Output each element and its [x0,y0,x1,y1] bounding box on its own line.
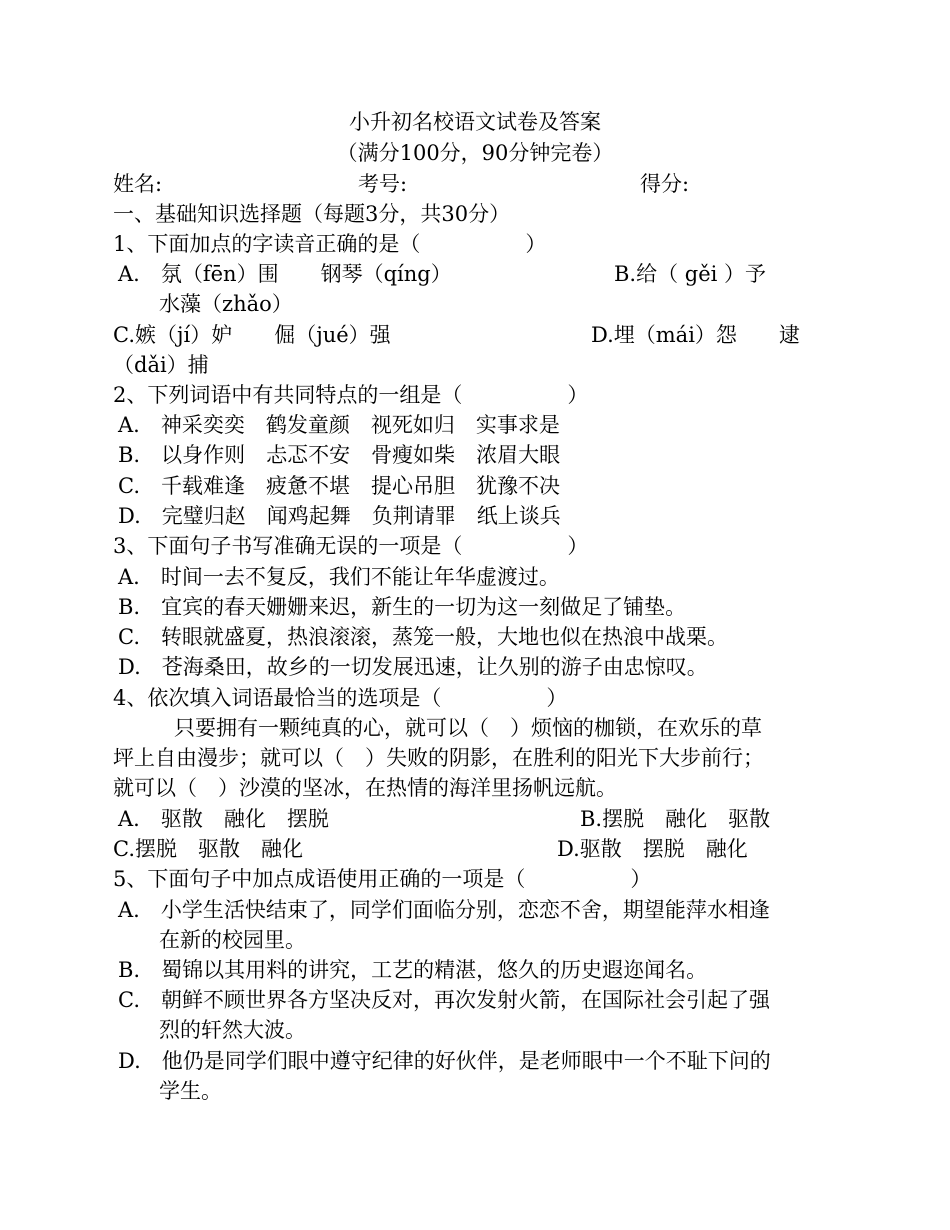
question-1-stem: 1、下面加点的字读音正确的是（ ） [113,232,547,256]
score-field-label: 得分: [640,172,690,196]
question-2-option-c: C. 千载难逢 疲惫不堪 提心吊胆 犹豫不决 [118,474,560,498]
question-3-stem: 3、下面句子书写准确无误的一项是（ ） [113,534,589,558]
question-4-option-a: A. 驱散 融化 摆脱 [118,807,329,831]
question-5-option-d: D. 他仍是同学们眼中遵守纪律的好伙伴，是老师眼中一个不耻下问的 [118,1049,771,1073]
question-1-option-d: D.埋（mái）怨 逮 [591,323,800,347]
question-5-option-d-continued: 学生。 [159,1079,222,1103]
question-5-stem: 5、下面句子中加点成语使用正确的一项是（ ） [113,867,652,891]
question-1-option-c: C.嫉（jí）妒 倔（jué）强 [113,323,391,347]
section-heading: 一、基础知识选择题（每题3分，共30分） [113,202,511,226]
question-4-passage-line-1: 只要拥有一颗纯真的心，就可以（ ）烦恼的枷锁，在欢乐的草 [174,716,762,740]
question-4-option-c: C.摆脱 驱散 融化 [113,837,303,861]
question-4-stem: 4、依次填入词语最恰当的选项是（ ） [113,686,568,710]
page-subtitle: （满分100分，90分钟完卷） [336,141,614,165]
question-5-option-b: B. 蜀锦以其用料的讲究，工艺的精湛，悠久的历史遐迩闻名。 [118,958,708,982]
question-2-stem: 2、下列词语中有共同特点的一组是（ ） [113,383,589,407]
question-1-option-b-continued: 水藻（zhǎo） [159,292,293,316]
question-5-option-a: A. 小学生活快结束了，同学们面临分别，恋恋不舍，期望能萍水相逢 [118,898,770,922]
question-3-option-a: A. 时间一去不复反，我们不能让年华虚渡过。 [118,565,560,589]
question-5-option-a-continued: 在新的校园里。 [159,928,306,952]
question-2-option-a: A. 神采奕奕 鹤发童颜 视死如归 实事求是 [118,413,560,437]
question-3-option-d: D. 苍海桑田，故乡的一切发展迅速，让久别的游子由忠惊叹。 [118,655,708,679]
question-1-option-b: B.给（ gěi ）予 [614,262,767,286]
question-5-option-c: C. 朝鲜不顾世界各方坚决反对，再次发射火箭，在国际社会引起了强 [118,988,770,1012]
question-2-option-b: B. 以身作则 忐忑不安 骨瘦如柴 浓眉大眼 [118,443,561,467]
page-title: 小升初名校语文试卷及答案 [349,110,601,134]
question-4-option-d: D.驱散 摆脱 融化 [557,837,748,861]
name-field-label: 姓名: [113,172,163,196]
question-4-passage-line-3: 就可以（ ）沙漠的坚冰，在热情的海洋里扬帆远航。 [113,776,617,800]
question-3-option-b: B. 宜宾的春天姗姗来迟，新生的一切为这一刻做足了铺垫。 [118,595,687,619]
question-4-passage-line-2: 坪上自由漫步；就可以（ ）失败的阴影，在胜利的阳光下大步前行； [113,746,764,770]
question-4-option-b: B.摆脱 融化 驱散 [580,807,771,831]
question-1-option-d-continued: （dǎi）捕 [113,353,209,377]
exam-no-field-label: 考号: [358,172,408,196]
question-1-option-a: A. 氛（fēn）围 钢琴（qíng） [118,262,452,286]
question-2-option-d: D. 完璧归赵 闻鸡起舞 负荆请罪 纸上谈兵 [118,504,561,528]
question-3-option-c: C. 转眼就盛夏，热浪滚滚，蒸笼一般，大地也似在热浪中战栗。 [118,625,728,649]
question-5-option-c-continued: 烈的轩然大波。 [159,1018,306,1042]
